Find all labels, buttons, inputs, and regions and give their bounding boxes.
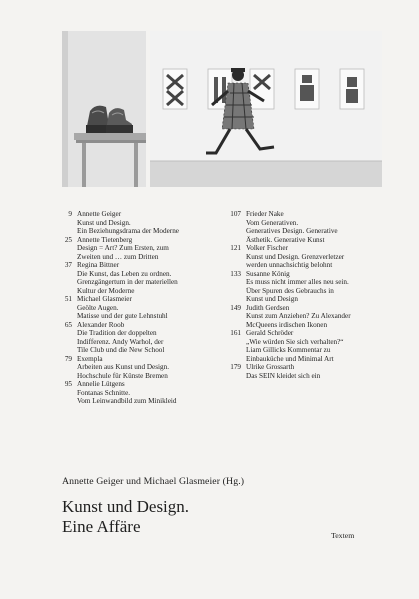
toc-page-number: 9 — [68, 210, 72, 218]
toc-entry — [225, 270, 390, 304]
toc-title-line: Kunst und Design. Grenzverletzer — [246, 252, 345, 261]
toc-page-number: 65 — [64, 320, 72, 329]
gallery-illustration — [150, 31, 382, 187]
toc-title-line: Kunst und Design — [246, 295, 298, 303]
toc-author: Annette Geiger — [77, 210, 122, 218]
photo-shoes-on-table — [62, 31, 146, 187]
toc-title-line: Grenzgängertum in der materiellen — [77, 278, 178, 286]
toc-page-number: 149 — [230, 303, 241, 312]
toc-title-line: Es muss nicht immer alles neu sein. — [246, 278, 349, 286]
toc-title-line: Geölte Augen. — [77, 303, 119, 312]
toc-author: Annette Tietenberg — [77, 235, 133, 244]
toc-entry — [56, 321, 221, 355]
toc-title-line: Ästhetik. Generative Kunst — [246, 235, 325, 244]
toc-title-line: Kultur der Moderne — [77, 286, 135, 295]
toc-author: Exempla — [77, 354, 103, 363]
toc-page-number: 51 — [64, 295, 72, 303]
toc-title-line: Vom Generativen. — [246, 218, 299, 227]
toc-page-number: 79 — [64, 354, 72, 363]
toc-entry — [225, 210, 390, 244]
toc-entry — [56, 355, 221, 381]
toc-title-line: „Wie würden Sie sich verhalten?“ — [246, 337, 344, 346]
toc-page-number: 37 — [64, 261, 72, 269]
toc-entry — [56, 210, 221, 236]
toc-title-line: Kunst zum Anziehen? Zu Alexander — [246, 312, 351, 320]
toc-entry — [225, 363, 390, 380]
toc-page-number: 95 — [64, 380, 72, 388]
editors-line: Annette Geiger und Michael Glasmeier (Hg.) — [62, 476, 245, 487]
toc-page-number: 133 — [230, 269, 241, 278]
toc-title-line: Das SEIN kleidet sich ein — [246, 371, 321, 380]
toc-author: Alexander Roob — [77, 320, 125, 329]
toc-title-line: Matisse und der gute Lehnstuhl — [77, 312, 168, 320]
toc-title-line: Hochschule für Künste Bremen — [77, 371, 168, 380]
book-title-line: Kunst und Design. — [62, 497, 190, 516]
book-title — [62, 497, 189, 537]
toc-right-column — [225, 210, 390, 380]
toc-author: Susanne König — [246, 269, 290, 278]
toc-author: Regina Bittner — [77, 261, 120, 269]
toc-title-line: Über Spuren des Gebrauchs in — [246, 286, 334, 295]
toc-entry — [225, 329, 390, 363]
toc-page-number: 179 — [230, 363, 241, 371]
toc-title-line: Liam Gillicks Kommentar zu — [246, 346, 331, 354]
toc-title-line: Ein Beziehungsdrama der Moderne — [77, 227, 179, 235]
toc-entry — [56, 295, 221, 321]
toc-title-line: Die Tradition der doppelten — [77, 329, 157, 337]
toc-entry — [56, 380, 221, 406]
toc-page-number: 161 — [230, 329, 241, 337]
toc-title-line: Generatives Design. Generative — [246, 227, 338, 235]
toc-title-line: Kunst und Design. — [77, 218, 131, 227]
toc-author: Judith Gerdsen — [246, 303, 290, 312]
toc-entry — [225, 304, 390, 330]
toc-title-line: Arbeiten aus Kunst und Design. — [77, 363, 170, 371]
toc-author: Gerald Schröder — [246, 329, 294, 337]
toc-entry — [56, 236, 221, 262]
shoes-illustration — [62, 31, 146, 187]
toc-page-number: 121 — [230, 244, 241, 252]
toc-author: Annelie Lütgens — [77, 380, 125, 388]
toc-entry — [225, 244, 390, 270]
toc-author: Michael Glasmeier — [77, 295, 132, 303]
toc-title-line: Die Kunst, das Leben zu ordnen. — [77, 269, 172, 278]
book-title-line: Eine Affäre — [62, 517, 141, 536]
toc-title-line: Zweiten und … zum Dritten — [77, 252, 159, 261]
toc-title-line: Einbauküche und Minimal Art — [246, 354, 334, 363]
toc-title-line: werden unnachsichtig belohnt — [246, 261, 333, 269]
toc-title-line: Design = Art? Zum Ersten, zum — [77, 244, 169, 252]
toc-entry — [56, 261, 221, 295]
publisher-name: Textem — [331, 531, 355, 540]
toc-title-line: Indifferenz. Andy Warhol, der — [77, 337, 164, 346]
toc-title-line: Vom Leinwandbild zum Minikleid — [77, 397, 177, 405]
photo-gallery-woman — [150, 31, 382, 187]
toc-page-number: 25 — [64, 235, 72, 244]
toc-author: Ulrike Grossarth — [246, 363, 295, 371]
toc-title-line: Tile Club und die New School — [77, 346, 165, 354]
toc-left-column — [56, 210, 221, 406]
toc-page-number: 107 — [230, 210, 241, 218]
toc-author: Frieder Nake — [246, 210, 284, 218]
toc-title-line: McQueens irdischen Ikonen — [246, 320, 328, 329]
toc-title-line: Fontanas Schnitte. — [77, 388, 131, 397]
toc-author: Volker Fischer — [246, 244, 288, 252]
